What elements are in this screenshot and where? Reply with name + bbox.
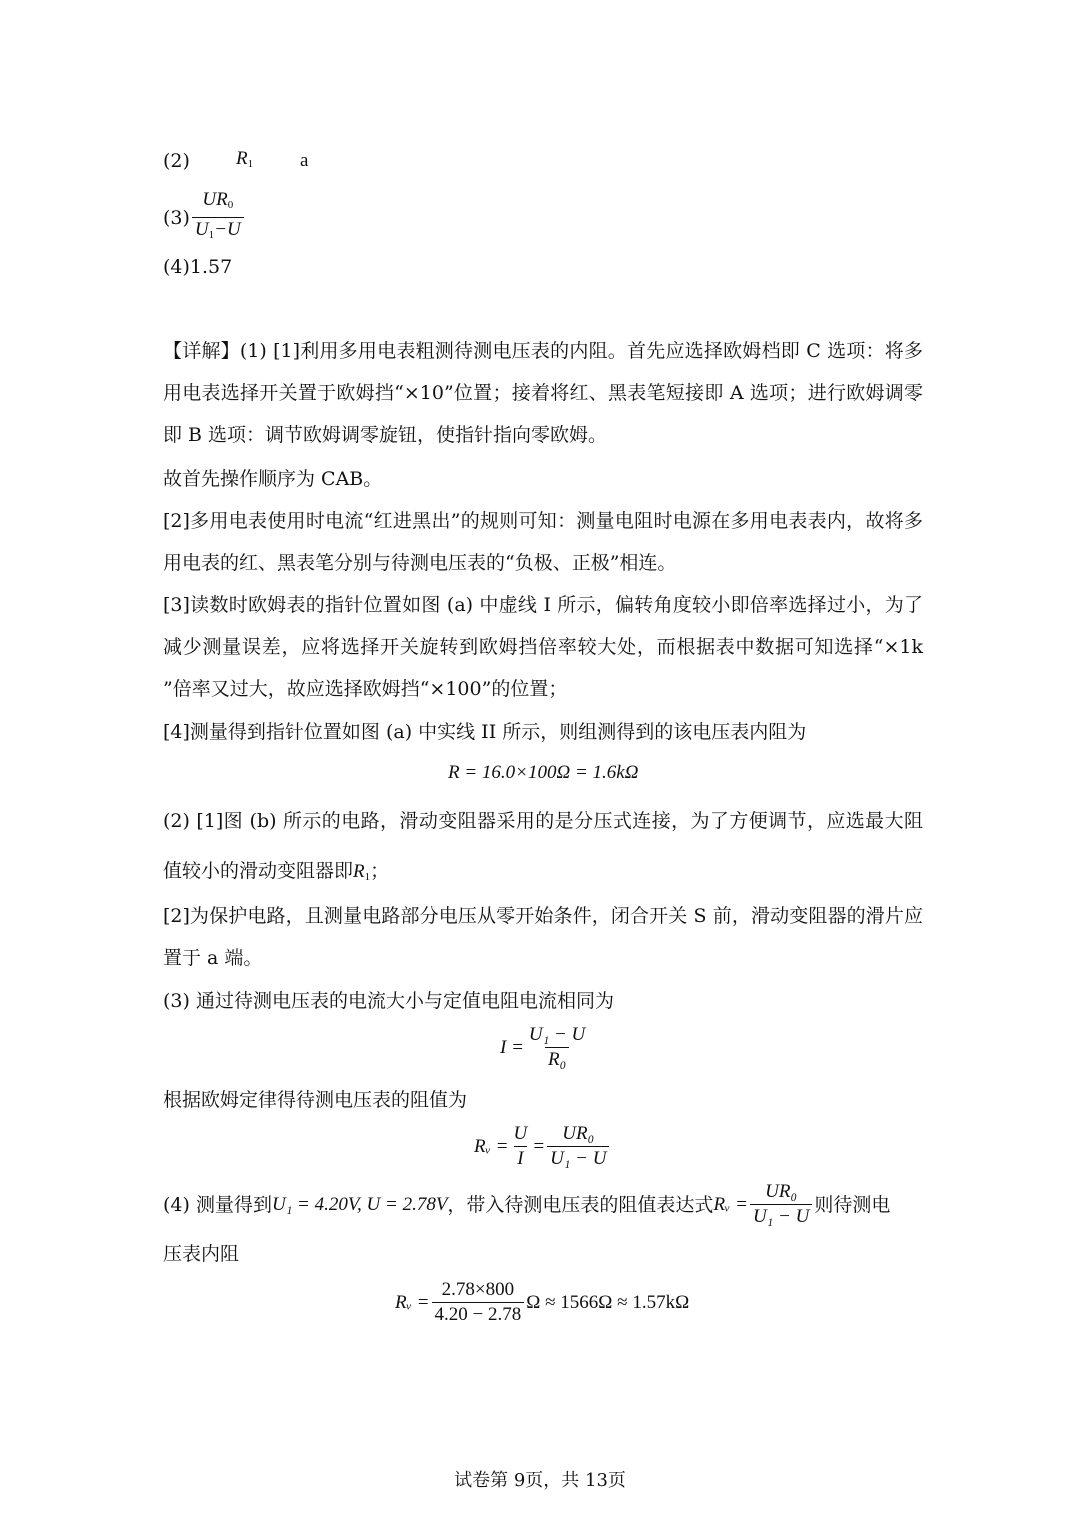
- equation-rv-lhs: Rᵥ =: [474, 1135, 509, 1157]
- detail-paragraph-9: 根据欧姆定律得待测电压表的阻值为: [163, 1089, 468, 1111]
- answer-2-resistor: [236, 148, 253, 175]
- detail-p1-text: (1) [1]利用多用电表粗测待测电压表的内阻。首先应选择欧姆档即 C 选项：将多用电表选择开关置于欧姆挡“×10”位置；接着将红、黑表笔短接即 A 选项；进行欧姆调零即 B 选项：调节欧姆调零旋钮，使指针指向零欧姆。: [163, 340, 923, 446]
- equation-r-reading: R = 16.0×100Ω = 1.6kΩ: [448, 762, 639, 783]
- answer-2-label: (2): [163, 150, 190, 172]
- detail-p10-values: U₁ = 4.20V, U = 2.78V: [271, 1193, 448, 1215]
- detail-lead: 【详解】: [163, 340, 240, 362]
- equation-rv: [474, 1124, 611, 1169]
- answer-2-resistor-subscript: 1: [247, 158, 254, 170]
- answer-3-fraction: [192, 190, 244, 245]
- detail-p10-rv: Rᵥ =: [713, 1193, 748, 1215]
- detail-paragraph-7: [2]为保护电路，且测量电路部分电压从零开始条件，闭合开关 S 前，滑动变阻器的滑片应置于 a 端。: [163, 905, 923, 969]
- equation-rv-fraction-2: $\frac{\text{UR₀}}{\text{U₁ − U}}$: [547, 1124, 609, 1169]
- answer-3-numerator: $UR_0$: [202, 189, 234, 211]
- equation-current-fraction: [526, 1025, 588, 1070]
- equation-current-denominator: R₀: [545, 1047, 569, 1070]
- equation-current: [500, 1025, 590, 1070]
- detail-paragraph-4: [3]读数时欧姆表的指针位置如图 (a) 中虚线 I 所示，偏转角度较小即倍率选择过小，为了减少测量误差，应将选择开关旋转到欧姆挡倍率较大处，而根据表中数据可知选择“×1k ”倍率又过大，故应选择欧姆挡“×100”的位置；: [163, 594, 923, 700]
- detail-paragraph-3: [2]多用电表使用时电流“红进黑出”的规则可知：测量电阻时电源在多用电表表内，故将多用电表的红、黑表笔分别与待测电压表的“负极、正极”相连。: [163, 510, 923, 574]
- detail-p10-fraction: $\frac{\text{UR₀}}{\text{U₁ − U}}$: [750, 1182, 812, 1227]
- detail-paragraph-5: [4]测量得到指针位置如图 (a) 中实线 II 所示，则组测得到的该电压表内阻为: [163, 721, 807, 743]
- answer-4: (4)1.57: [163, 256, 233, 278]
- detail-paragraph-8: (3) 通过待测电压表的电流大小与定值电阻电流相同为: [163, 990, 614, 1012]
- equation-rv-equals: =: [532, 1135, 546, 1157]
- answer-2-resistor-symbol: R: [236, 148, 248, 169]
- detail-paragraph-2: 故首先操作顺序为 CAB。: [163, 468, 383, 490]
- equation-rv-result-lhs: Rᵥ =: [395, 1291, 430, 1313]
- equation-rv-result-fraction: $\frac{2.78\times 800}{4.20 - 2.78}$: [432, 1280, 525, 1325]
- detail-paragraph-11: 压表内阻: [163, 1243, 240, 1265]
- detail-p10-e: 则待测电: [814, 1193, 891, 1216]
- answer-2-end: a: [300, 150, 309, 171]
- equation-rv-result: [395, 1280, 689, 1325]
- answer-3-label: (3): [163, 206, 190, 229]
- detail-p10-a: (4) 测量得到: [163, 1193, 272, 1216]
- detail-p6-text: (2) [1]图 (b) 所示的电路，滑动变阻器采用的是分压式连接，为了方便调节，应选最大阻值较小的滑动变阻器即: [163, 810, 923, 882]
- answer-3: [163, 190, 246, 245]
- equation-rv-result-rest: Ω ≈ 1566Ω ≈ 1.57kΩ: [526, 1291, 690, 1313]
- equation-rv-fraction-1: $\frac{U}{I}$: [513, 1123, 528, 1169]
- detail-p6-resistor: $R_1$: [353, 861, 371, 883]
- detail-paragraph-1: [163, 330, 923, 456]
- answer-3-denominator: $U_1-U$: [192, 217, 244, 245]
- detail-p6-end: ；: [370, 860, 390, 882]
- equation-current-numerator: U₁ − U: [528, 1024, 586, 1045]
- detail-paragraph-6: [163, 796, 923, 902]
- detail-p10-c: ，带入待测电压表的阻值表达式: [447, 1193, 714, 1216]
- page-footer: 试卷第 9页，共 13页: [454, 1470, 626, 1491]
- equation-current-lhs: I =: [500, 1036, 524, 1058]
- detail-paragraph-10: [163, 1182, 890, 1227]
